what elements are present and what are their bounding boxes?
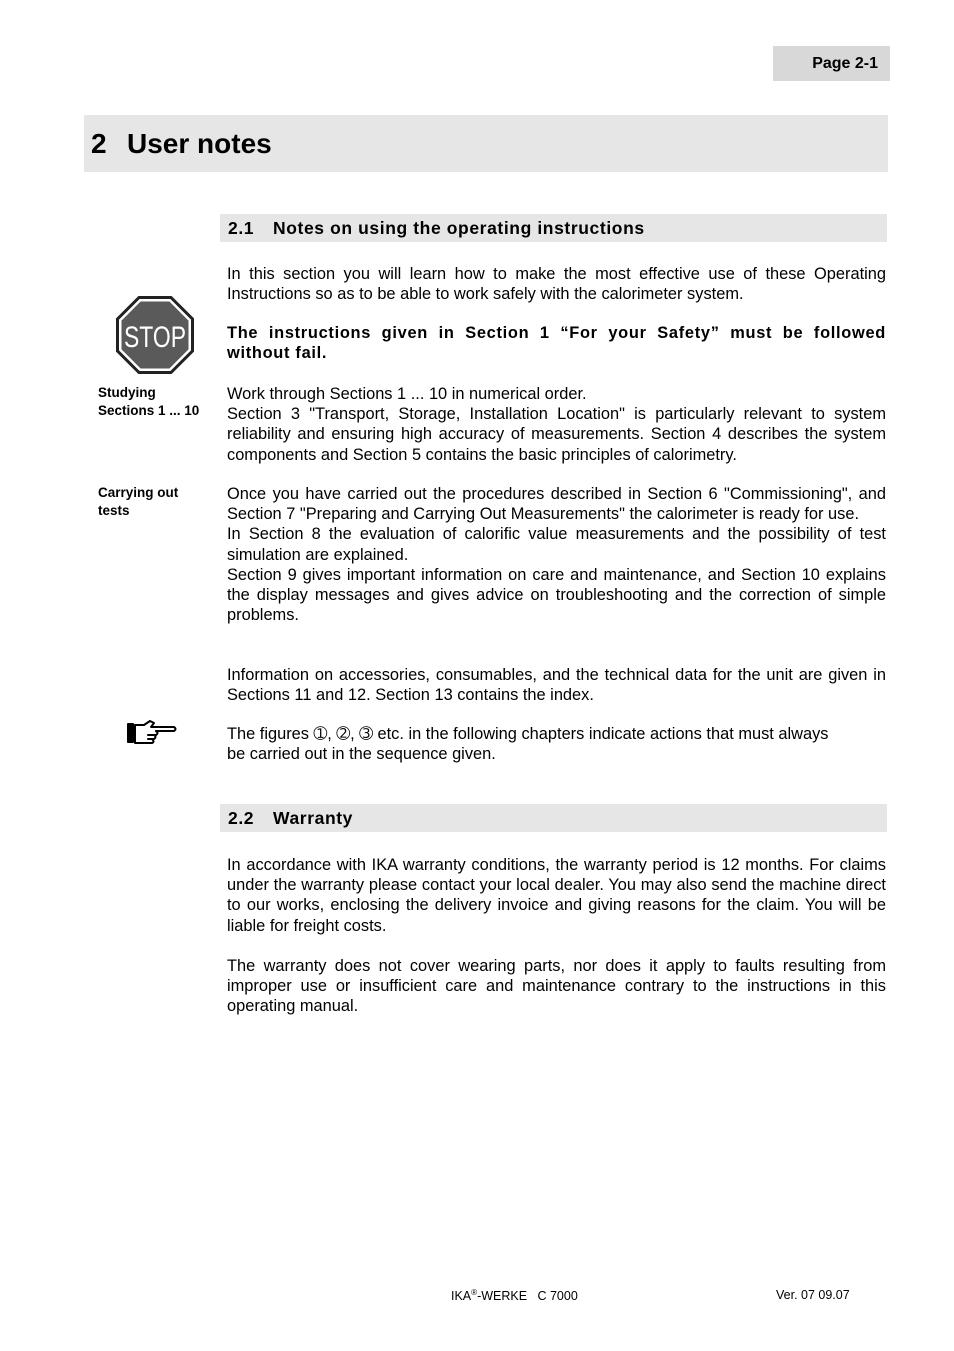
work-through-line: Work through Sections 1 ... 10 in numerical order. (227, 385, 587, 403)
page-number-label: Page 2-1 (812, 54, 878, 72)
side-label-carrying-out-tests: Carrying out tests (98, 485, 179, 518)
accessories-paragraph: Information on accessories, consumables, and the technical data for the unit are given in Sections 11 and 12. Section 13 contains the index. (227, 666, 886, 705)
section-2-2-heading (220, 804, 887, 832)
section9-text: Section 9 gives important information on care and maintenance, and Section 10 explains the display messages and gives advice on troubleshooting and the correction of simple problems. (227, 565, 886, 625)
chapter-number: 2 (91, 127, 107, 159)
figures-line-2: be carried out in the sequence given. (227, 745, 496, 764)
safety-note: The instructions given in Section 1 “For your Safety” must be followed without fail. (227, 324, 886, 363)
commissioning-text: Once you have carried out the procedures described in Section 6 "Commissioning", and Section 7 "Preparing and Carrying Out Measurements" the calorimeter is ready for use. (227, 485, 886, 524)
figures-paragraph (227, 724, 886, 764)
figures-line-1: The figures ➀, ➁, ➂ etc. in the following chapters indicate actions that must always (227, 725, 829, 743)
sections-overview-paragraph (227, 384, 886, 465)
footer-document-id: IKA®-WERKE C 7000 (451, 1288, 578, 1304)
section-2-2-title: Warranty (273, 807, 354, 828)
section-2-1-number: 2.1 (228, 217, 255, 238)
commissioning-paragraph (227, 484, 886, 625)
warranty-paragraph-1: In accordance with IKA warranty conditions, the warranty period is 12 months. For claims under the warranty please contact your local dealer. You may also send the machine direct to our works, enclosing the delivery invoice and giving reasons for the claim. You will be liable for freight costs. (227, 856, 886, 935)
side-label-studying: Studying Sections 1 ... 10 (98, 385, 200, 418)
registered-mark: ® (471, 1288, 478, 1297)
section-2-1-title: Notes on using the operating instructions (273, 217, 645, 238)
pointing-hand-icon (126, 718, 178, 746)
page-number-badge (773, 46, 890, 81)
stop-sign-icon (115, 295, 195, 375)
footer-version: Ver. 07 09.07 (776, 1288, 850, 1302)
chapter-title: User notes (127, 127, 272, 159)
warranty-paragraph-2: The warranty does not cover wearing parts, nor does it apply to faults resulting from improper use or insufficient care and maintenance contrary to the instructions in this operating manual. (227, 957, 886, 1016)
stop-sign-text: STOP (124, 321, 186, 354)
section-2-1-heading (220, 214, 887, 242)
section8-text: In Section 8 the evaluation of calorific value measurements and the possibility of test simulation are explained. (227, 525, 886, 564)
section3-text: Section 3 "Transport, Storage, Installation Location" is particularly relevant to system reliability and ensuring high accuracy of measurements. Section 4 describes the system components and Section 5 contains the basic principles of calorimetry. (227, 405, 886, 464)
intro-paragraph: In this section you will learn how to make the most effective use of these Operating Instructions so as to be able to work safely with the calorimeter system. (227, 265, 886, 304)
chapter-heading (84, 115, 888, 172)
section-2-2-number: 2.2 (228, 807, 255, 828)
